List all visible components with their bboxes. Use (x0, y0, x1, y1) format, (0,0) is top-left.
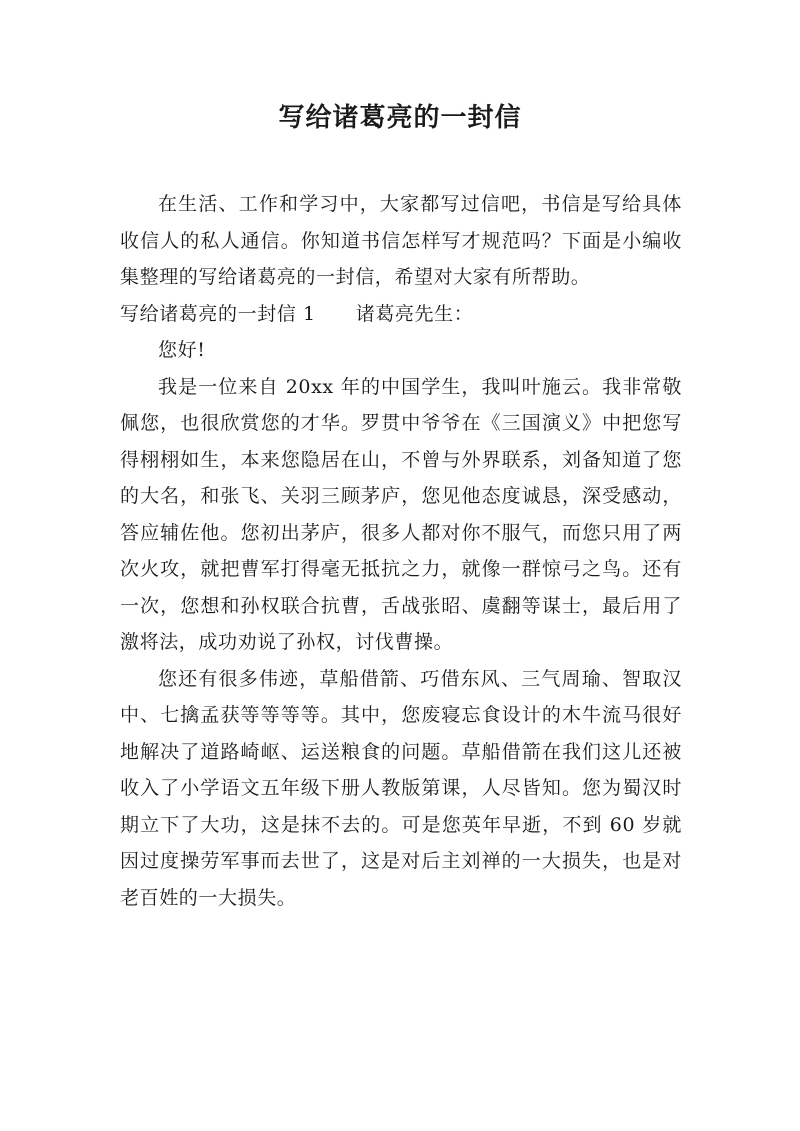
body-paragraph-2: 您还有很多伟迹，草船借箭、巧借东风、三气周瑜、智取汉中、七擒孟获等等等等。其中，您废寝忘食设计的木牛流马很好地解决了道路崎岖、运送粮食的问题。草船借箭在我们这儿还被收入了小学语文五年级下册人教版第课，人尽皆知。您为蜀汉时期立下了大功，这是抹不去的。可是您英年早逝，不到 60 岁就因过度操劳军事而去世了，这是对后主刘禅的一大损失，也是对老百姓的一大损失。 (120, 667, 682, 909)
document-body (120, 186, 682, 916)
greeting: 您好! (158, 339, 206, 361)
intro-paragraph: 在生活、工作和学习中，大家都写过信吧，书信是写给具体收信人的私人通信。你知道书信怎样写才规范吗？下面是小编收集整理的写给诸葛亮的一封信，希望对大家有所帮助。 (120, 193, 682, 288)
document-title: 写给诸葛亮的一封信 (278, 103, 522, 133)
body-paragraph-1: 我是一位来自 20xx 年的中国学生，我叫叶施云。我非常敬佩您，也很欣赏您的才华。罗贯中爷爷在《三国演义》中把您写得栩栩如生，本来您隐居在山，不曾与外界联系，刘备知道了您的大名，和张飞、关羽三顾茅庐，您见他态度诚恳，深受感动，答应辅佐他。您初出茅庐，很多人都对你不服气，而您只用了两次火攻，就把曹军打得毫无抵抗之力，就像一群惊弓之鸟。还有一次，您想和孙权联合抗曹，舌战张昭、虞翻等谋士，最后用了激将法，成功劝说了孙权，讨伐曹操。 (120, 375, 682, 653)
letter-heading-line (120, 296, 682, 333)
letter-heading: 写给诸葛亮的一封信 1 (120, 302, 316, 325)
salutation: 诸葛亮先生： (355, 302, 474, 325)
